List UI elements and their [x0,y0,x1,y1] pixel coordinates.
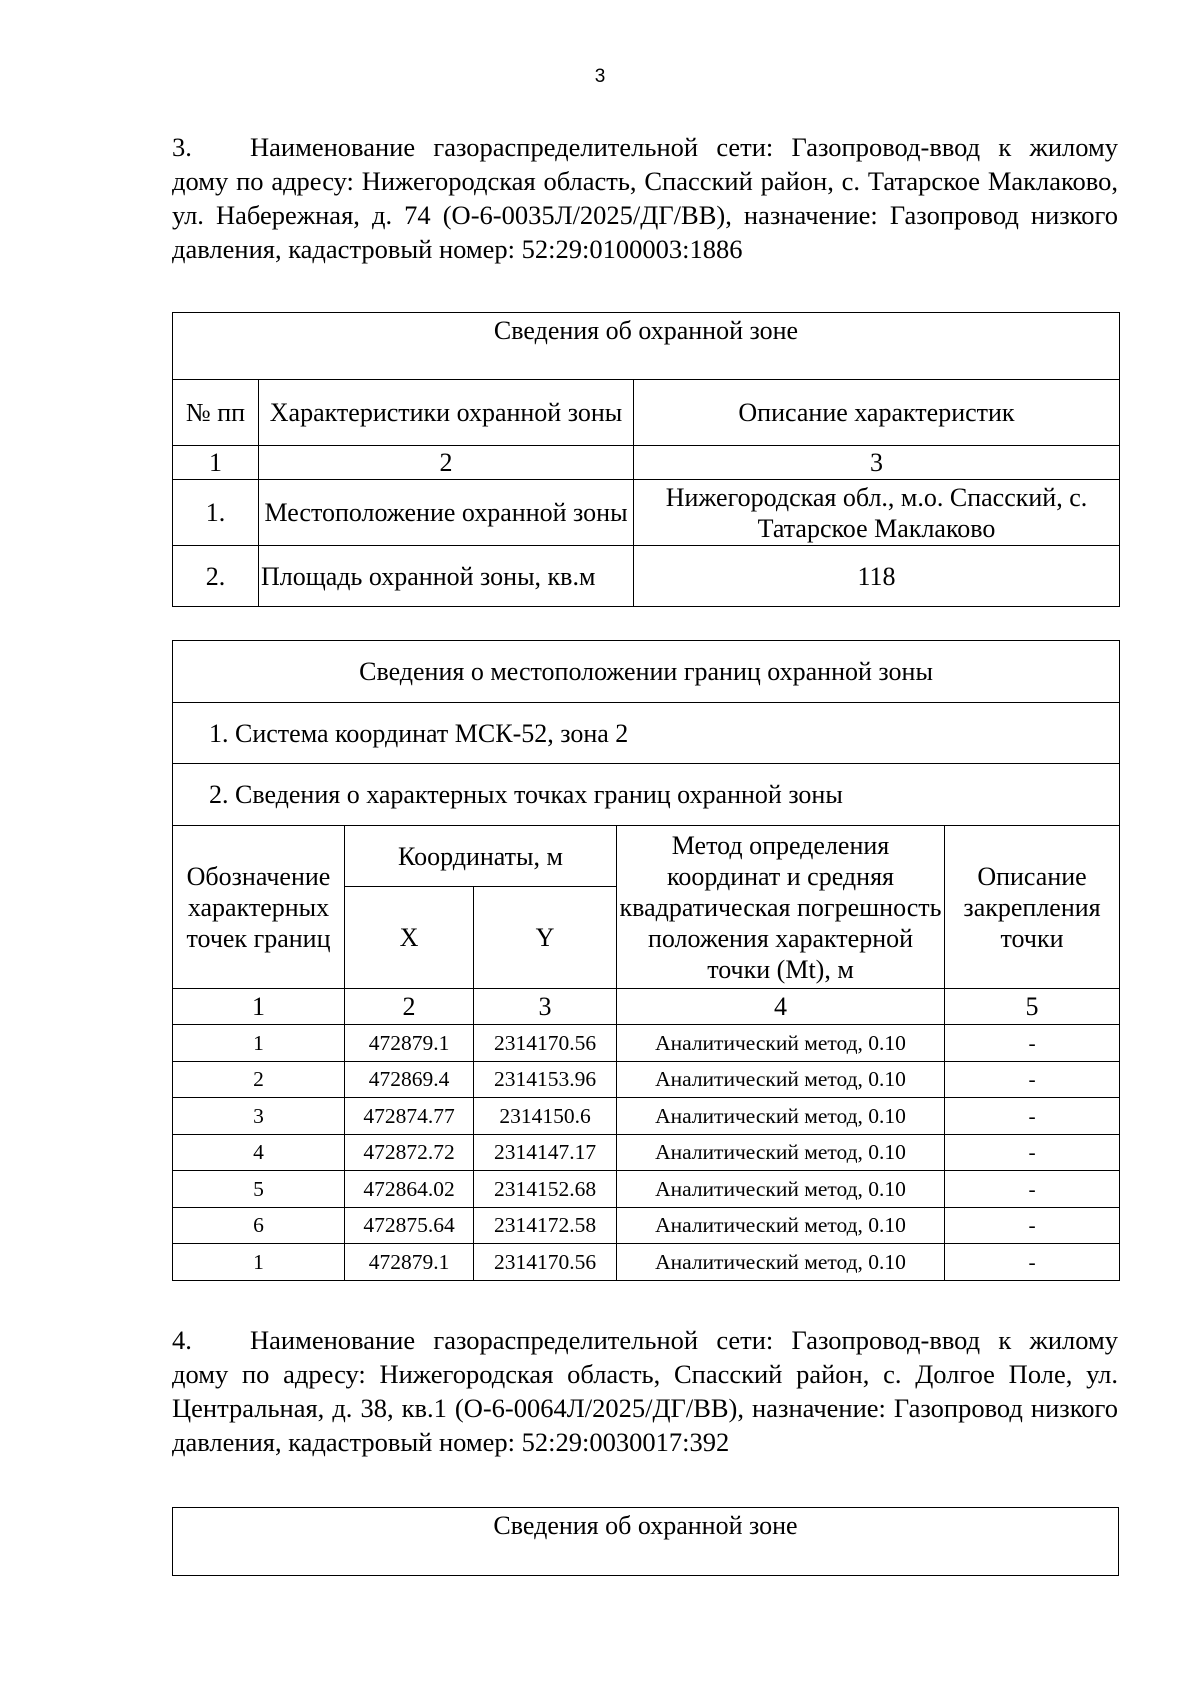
row-description: Нижегородская обл., м.о. Спасский, с. Татарское Маклаково [634,480,1120,546]
point-y: 2314170.56 [474,1025,617,1062]
point-method: Аналитический метод, 0.10 [617,1244,945,1281]
point-x: 472875.64 [345,1207,474,1244]
index-cell: 4 [617,989,945,1025]
point-x: 472869.4 [345,1061,474,1098]
point-y: 2314170.56 [474,1244,617,1281]
table-row [173,480,1120,546]
table-row [173,546,1120,607]
table-row [173,1098,1120,1135]
index-cell: 3 [634,446,1120,480]
point-x: 472874.77 [345,1098,474,1135]
points-heading: 2. Сведения о характерных точках границ охранной зоны [173,764,1120,826]
point-fixing: - [945,1134,1120,1171]
index-cell: 1 [173,989,345,1025]
point-id: 4 [173,1134,345,1171]
index-cell: 5 [945,989,1120,1025]
header-y: Y [474,887,617,989]
point-x: 472872.72 [345,1134,474,1171]
point-method: Аналитический метод, 0.10 [617,1025,945,1062]
point-x: 472879.1 [345,1244,474,1281]
point-id: 1 [173,1025,345,1062]
index-cell: 2 [259,446,634,480]
point-y: 2314150.6 [474,1098,617,1135]
section-3-number: 3. [172,132,192,162]
section-4-paragraph [172,1323,1118,1459]
point-fixing: - [945,1098,1120,1135]
index-cell: 2 [345,989,474,1025]
point-y: 2314152.68 [474,1171,617,1208]
section-4-number: 4. [172,1325,192,1355]
row-number: 2. [173,546,259,607]
table-row [173,1244,1120,1281]
row-description: 118 [634,546,1120,607]
point-y: 2314153.96 [474,1061,617,1098]
zone-info-table-2 [172,1507,1119,1576]
header-method: Метод определения координат и средняя квадратическая погрешность положения характерной точки (Mt), м [617,826,945,989]
point-fixing: - [945,1244,1120,1281]
point-fixing: - [945,1025,1120,1062]
section-4-text: Наименование газораспределительной сети: Газопровод-ввод к жилому дому по адресу: Нижегородская область, Спасский район, с. Долгое Поле, ул. Центральная, д. 38, кв.1 (О-6-0064Л/2025/ДГ/ВВ), назначение: Газопровод низкого давления, кадастровый номер: 52:29:0030017:392 [172,1325,1118,1457]
header-number: № пп [173,380,259,446]
point-method: Аналитический метод, 0.10 [617,1134,945,1171]
point-method: Аналитический метод, 0.10 [617,1061,945,1098]
point-id: 5 [173,1171,345,1208]
point-method: Аналитический метод, 0.10 [617,1098,945,1135]
point-method: Аналитический метод, 0.10 [617,1171,945,1208]
point-id: 1 [173,1244,345,1281]
point-y: 2314147.17 [474,1134,617,1171]
point-x: 472864.02 [345,1171,474,1208]
header-x: X [345,887,474,989]
header-description: Описание характеристик [634,380,1120,446]
table-row [173,1171,1120,1208]
index-cell: 1 [173,446,259,480]
header-fixing: Описание закрепления точки [945,826,1120,989]
point-y: 2314172.58 [474,1207,617,1244]
boundary-table [172,640,1120,1281]
row-characteristic: Местоположение охранной зоны [259,480,634,546]
page-number: 3 [594,66,606,87]
point-method: Аналитический метод, 0.10 [617,1207,945,1244]
index-cell: 3 [474,989,617,1025]
point-id: 3 [173,1098,345,1135]
header-coordinates: Координаты, м [345,826,617,887]
coordinate-system: 1. Система координат МСК-52, зона 2 [173,703,1120,764]
zone-table-2-title: Сведения об охранной зоне [173,1508,1119,1576]
zone-table-title: Сведения об охранной зоне [173,313,1120,380]
table-row [173,1025,1120,1062]
row-characteristic: Площадь охранной зоны, кв.м [259,546,634,607]
table-row [173,1134,1120,1171]
point-fixing: - [945,1207,1120,1244]
boundary-table-title: Сведения о местоположении границ охранной зоны [173,641,1120,703]
header-characteristics: Характеристики охранной зоны [259,380,634,446]
row-number: 1. [173,480,259,546]
header-designation: Обозначение характерных точек границ [173,826,345,989]
point-x: 472879.1 [345,1025,474,1062]
zone-info-table [172,312,1120,607]
point-fixing: - [945,1061,1120,1098]
table-row [173,1061,1120,1098]
section-3-text: Наименование газораспределительной сети: Газопровод-ввод к жилому дому по адресу: Нижегородская область, Спасский район, с. Татарское Маклаково, ул. Набережная, д. 74 (О-6-0035Л/2025/ДГ/ВВ), назначение: Газопровод низкого давления, кадастровый номер: 52:29:0100003:1886 [172,132,1118,264]
table-row [173,1207,1120,1244]
point-fixing: - [945,1171,1120,1208]
point-id: 6 [173,1207,345,1244]
section-3-paragraph [172,130,1118,266]
point-id: 2 [173,1061,345,1098]
